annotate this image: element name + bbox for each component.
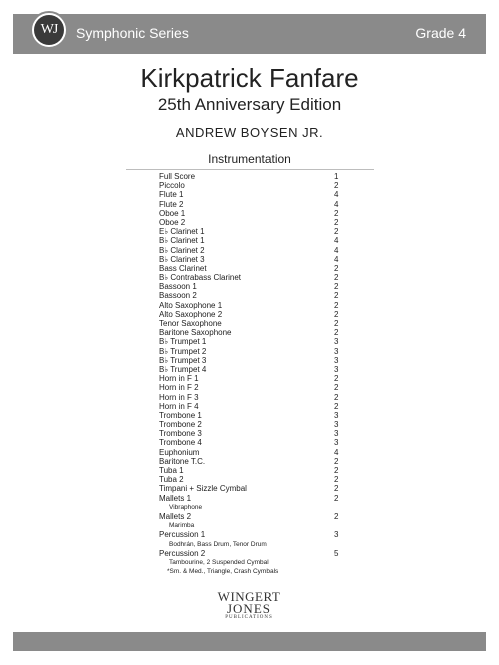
instrument-name: E♭ Clarinet 1 [159,227,205,237]
instrument-name: B♭ Clarinet 2 [159,245,205,255]
instrument-name: B♭ Contrabass Clarinet [159,273,242,283]
instrument-name: Full Score [159,172,196,181]
instrument-row [159,255,359,264]
instrument-name: Tuba 2 [159,475,184,485]
instrument-name: Timpani + Sizzle Cymbal [159,484,247,494]
instrument-row [159,356,359,365]
instrument-row [159,374,359,383]
instrument-qty: 2 [334,300,339,310]
instrument-name: Bodhrán, Bass Drum, Tenor Drum [169,540,267,548]
instrument-row [159,393,359,402]
instrument-name: Horn in F 1 [159,374,199,384]
instrument-qty: 2 [334,401,339,411]
publisher-line1: WINGERT [217,589,281,604]
instrument-qty: 2 [334,291,339,301]
instrument-note [159,540,359,549]
instrument-qty: 2 [334,392,339,402]
instrument-qty: 3 [334,337,339,347]
instrument-row [159,365,359,374]
instrument-row [159,347,359,356]
instrument-qty: 4 [334,190,339,200]
instrument-row [159,181,359,190]
instrument-qty: 2 [334,282,339,292]
instrument-name: Trombone 4 [159,438,202,448]
instrument-name: Horn in F 3 [159,392,199,402]
series-label: Symphonic Series [76,25,189,41]
instrument-row [159,301,359,310]
instrument-qty: 2 [334,328,339,338]
instrument-name: Horn in F 4 [159,401,199,411]
instrument-name: Marimba [169,522,195,530]
grade-label: Grade 4 [415,25,466,41]
instrument-name: Mallets 2 [159,511,192,521]
wj-logo [30,11,68,49]
instrument-name: B♭ Trumpet 3 [159,355,207,365]
instrument-row [159,264,359,273]
instrument-qty: 2 [334,475,339,485]
instrument-note [159,503,359,512]
instrument-qty: 2 [334,217,339,227]
instrument-name: Bass Clarinet [159,263,207,273]
instrumentation-heading: Instrumentation [208,152,291,166]
publisher-line2: JONES [226,601,271,616]
instrument-note [159,558,359,567]
top-banner [13,14,486,54]
instrument-qty: 2 [334,511,339,521]
instrument-name: Bassoon 1 [159,282,197,292]
instrument-name: B♭ Clarinet 1 [159,236,205,246]
instrument-qty: 3 [334,438,339,448]
instrument-name: Baritone T.C. [159,456,206,466]
instrument-name: *Sm. & Med., Triangle, Crash Cymbals [167,568,279,576]
instrument-row [159,246,359,255]
instrument-row [159,402,359,411]
instrument-name: Horn in F 2 [159,383,199,393]
instrument-qty: 2 [334,273,339,283]
instrument-name: Vibraphone [169,503,203,511]
instrument-qty: 2 [334,309,339,319]
instrument-qty: 3 [334,364,339,374]
instrument-qty: 2 [334,456,339,466]
instrument-name: Flute 2 [159,199,184,209]
instrument-name: Oboe 1 [159,208,186,218]
instrument-qty: 2 [334,493,339,503]
instrument-row [159,475,359,484]
instrument-name: Oboe 2 [159,217,186,227]
instrument-qty: 3 [334,530,339,540]
instrument-qty: 2 [334,484,339,494]
instrument-row [159,512,359,521]
instrument-qty: 2 [334,263,339,273]
instrument-name: Tambourine, 2 Suspended Cymbal [169,558,269,566]
instrument-note [159,521,359,530]
publisher-logo [204,590,294,621]
instrument-row [159,383,359,392]
instrument-row [159,190,359,199]
instrument-name: B♭ Trumpet 1 [159,337,207,347]
instrument-name: Percussion 2 [159,548,206,558]
instrument-name: Percussion 1 [159,530,206,540]
instrument-qty: 2 [334,466,339,475]
instrument-qty: 3 [334,410,339,420]
instrument-row [159,438,359,447]
instrument-name: Trombone 2 [159,420,202,430]
instrument-row [159,310,359,319]
instrument-qty: 3 [334,429,339,439]
instrument-qty: 4 [334,254,339,264]
instrumentation-list [159,172,359,576]
piece-title: Kirkpatrick Fanfare [140,63,359,93]
instrument-note [159,567,359,576]
instrument-row [159,200,359,209]
instrument-qty: 4 [334,236,339,246]
instrument-row [159,319,359,328]
instrument-row [159,411,359,420]
instrument-row [159,530,359,539]
instrument-qty: 4 [334,245,339,255]
instrument-row [159,291,359,300]
instrument-name: Tuba 1 [159,466,184,475]
instrument-row [159,218,359,227]
instrument-qty: 4 [334,447,339,457]
instrument-name: Flute 1 [159,190,184,200]
composer-name: ANDREW BOYSEN JR. [175,125,324,140]
instrument-qty: 2 [334,227,339,237]
instrument-row [159,337,359,346]
instrument-qty: 3 [334,420,339,430]
instrument-name: Euphonium [159,447,200,457]
instrument-name: Alto Saxophone 1 [159,300,223,310]
instrument-qty: 3 [334,355,339,365]
instrument-row [159,448,359,457]
instrument-qty: 2 [334,181,339,191]
instrument-qty: 2 [334,374,339,384]
instrument-name: B♭ Clarinet 3 [159,254,205,264]
instrument-name: Trombone 3 [159,429,202,439]
instrument-name: Bassoon 2 [159,291,197,301]
instrument-row [159,273,359,282]
instrument-name: Tenor Saxophone [159,319,222,328]
instrument-row [159,236,359,245]
instrument-name: B♭ Trumpet 2 [159,346,207,356]
instrument-row [159,549,359,558]
instrument-row [159,420,359,429]
instrument-qty: 4 [334,199,339,209]
instrument-name: B♭ Trumpet 4 [159,364,207,374]
instrument-qty: 2 [334,319,339,328]
instrument-row [159,227,359,236]
instrument-row [159,429,359,438]
instrument-row [159,209,359,218]
instrument-name: Alto Saxophone 2 [159,309,223,319]
instrument-name: Trombone 1 [159,410,202,420]
instrument-row [159,457,359,466]
instrument-row [159,172,359,181]
instrumentation-divider [126,169,374,170]
instrument-row [159,328,359,337]
publisher-line3: PUBLICATIONS [225,615,273,620]
bottom-banner [13,632,486,651]
instrument-name: Piccolo [159,181,185,191]
instrument-row [159,466,359,475]
instrument-row [159,494,359,503]
piece-subtitle: 25th Anniversary Edition [157,95,342,114]
instrument-row [159,282,359,291]
instrument-name: Baritone Saxophone [159,328,232,338]
instrument-qty: 1 [334,172,339,181]
instrument-qty: 2 [334,208,339,218]
instrument-qty: 3 [334,346,339,356]
instrument-qty: 5 [334,548,339,558]
instrument-name: Mallets 1 [159,493,192,503]
instrument-row [159,484,359,493]
wj-logo-mark: WJ [34,15,64,45]
instrument-qty: 2 [334,383,339,393]
